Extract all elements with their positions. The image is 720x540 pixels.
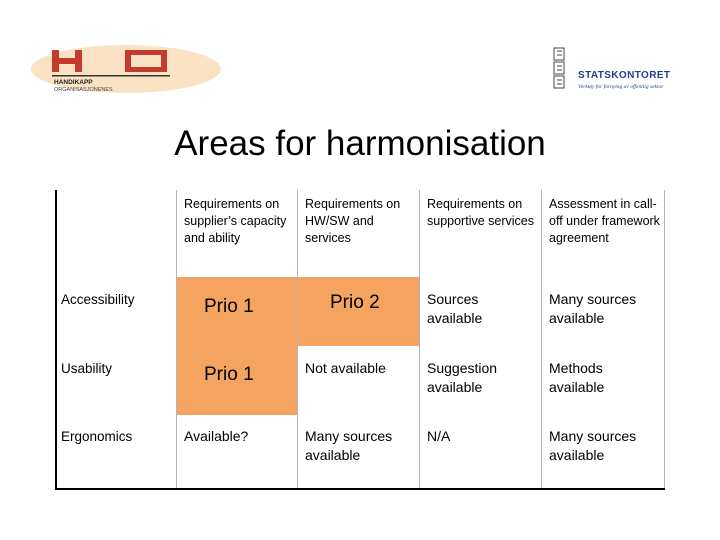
table-cell: Methods available xyxy=(549,360,605,395)
row-label-ergonomics: Ergonomics xyxy=(61,429,133,444)
row-label-usability: Usability xyxy=(61,361,113,376)
table-cell: Not available xyxy=(305,360,386,376)
column-header: Requirements on supplier’s capacity and ability xyxy=(184,197,287,245)
row-label-accessibility: Accessibility xyxy=(61,292,135,307)
table-cell: Many sources available xyxy=(305,428,393,463)
logo-line-1: HANDIKAPP xyxy=(54,79,93,86)
logo-line-2: ORGANISASJONENES xyxy=(54,87,113,93)
table-cell: Prio 1 xyxy=(204,296,254,317)
column-header: Requirements on HW/SW and services xyxy=(305,197,401,245)
handikapp-logo xyxy=(30,44,222,94)
table-cell: Prio 1 xyxy=(204,364,254,385)
statskontoret-tagline: Verktøy for fornying av offentlig sektor xyxy=(578,84,664,90)
table-cell: Available? xyxy=(184,428,249,444)
column-header: Requirements on supportive services xyxy=(427,197,534,228)
statskontoret-wordmark: STATSKONTORET xyxy=(578,70,671,81)
statskontoret-emblem-icon xyxy=(548,46,572,90)
table-cell: N/A xyxy=(427,428,451,444)
table-cell: Suggestion available xyxy=(427,360,498,395)
slide-title: Areas for harmonisation xyxy=(174,124,546,163)
column-header: Assessment in call-off under framework agreement xyxy=(549,197,660,245)
table-cell: Many sources available xyxy=(549,428,637,463)
statskontoret-logo xyxy=(548,46,688,96)
table-cell: Many sources available xyxy=(549,291,637,326)
table-cell: Prio 2 xyxy=(330,292,380,313)
harmonisation-table xyxy=(55,190,665,490)
table-cell: Sources available xyxy=(427,291,483,326)
